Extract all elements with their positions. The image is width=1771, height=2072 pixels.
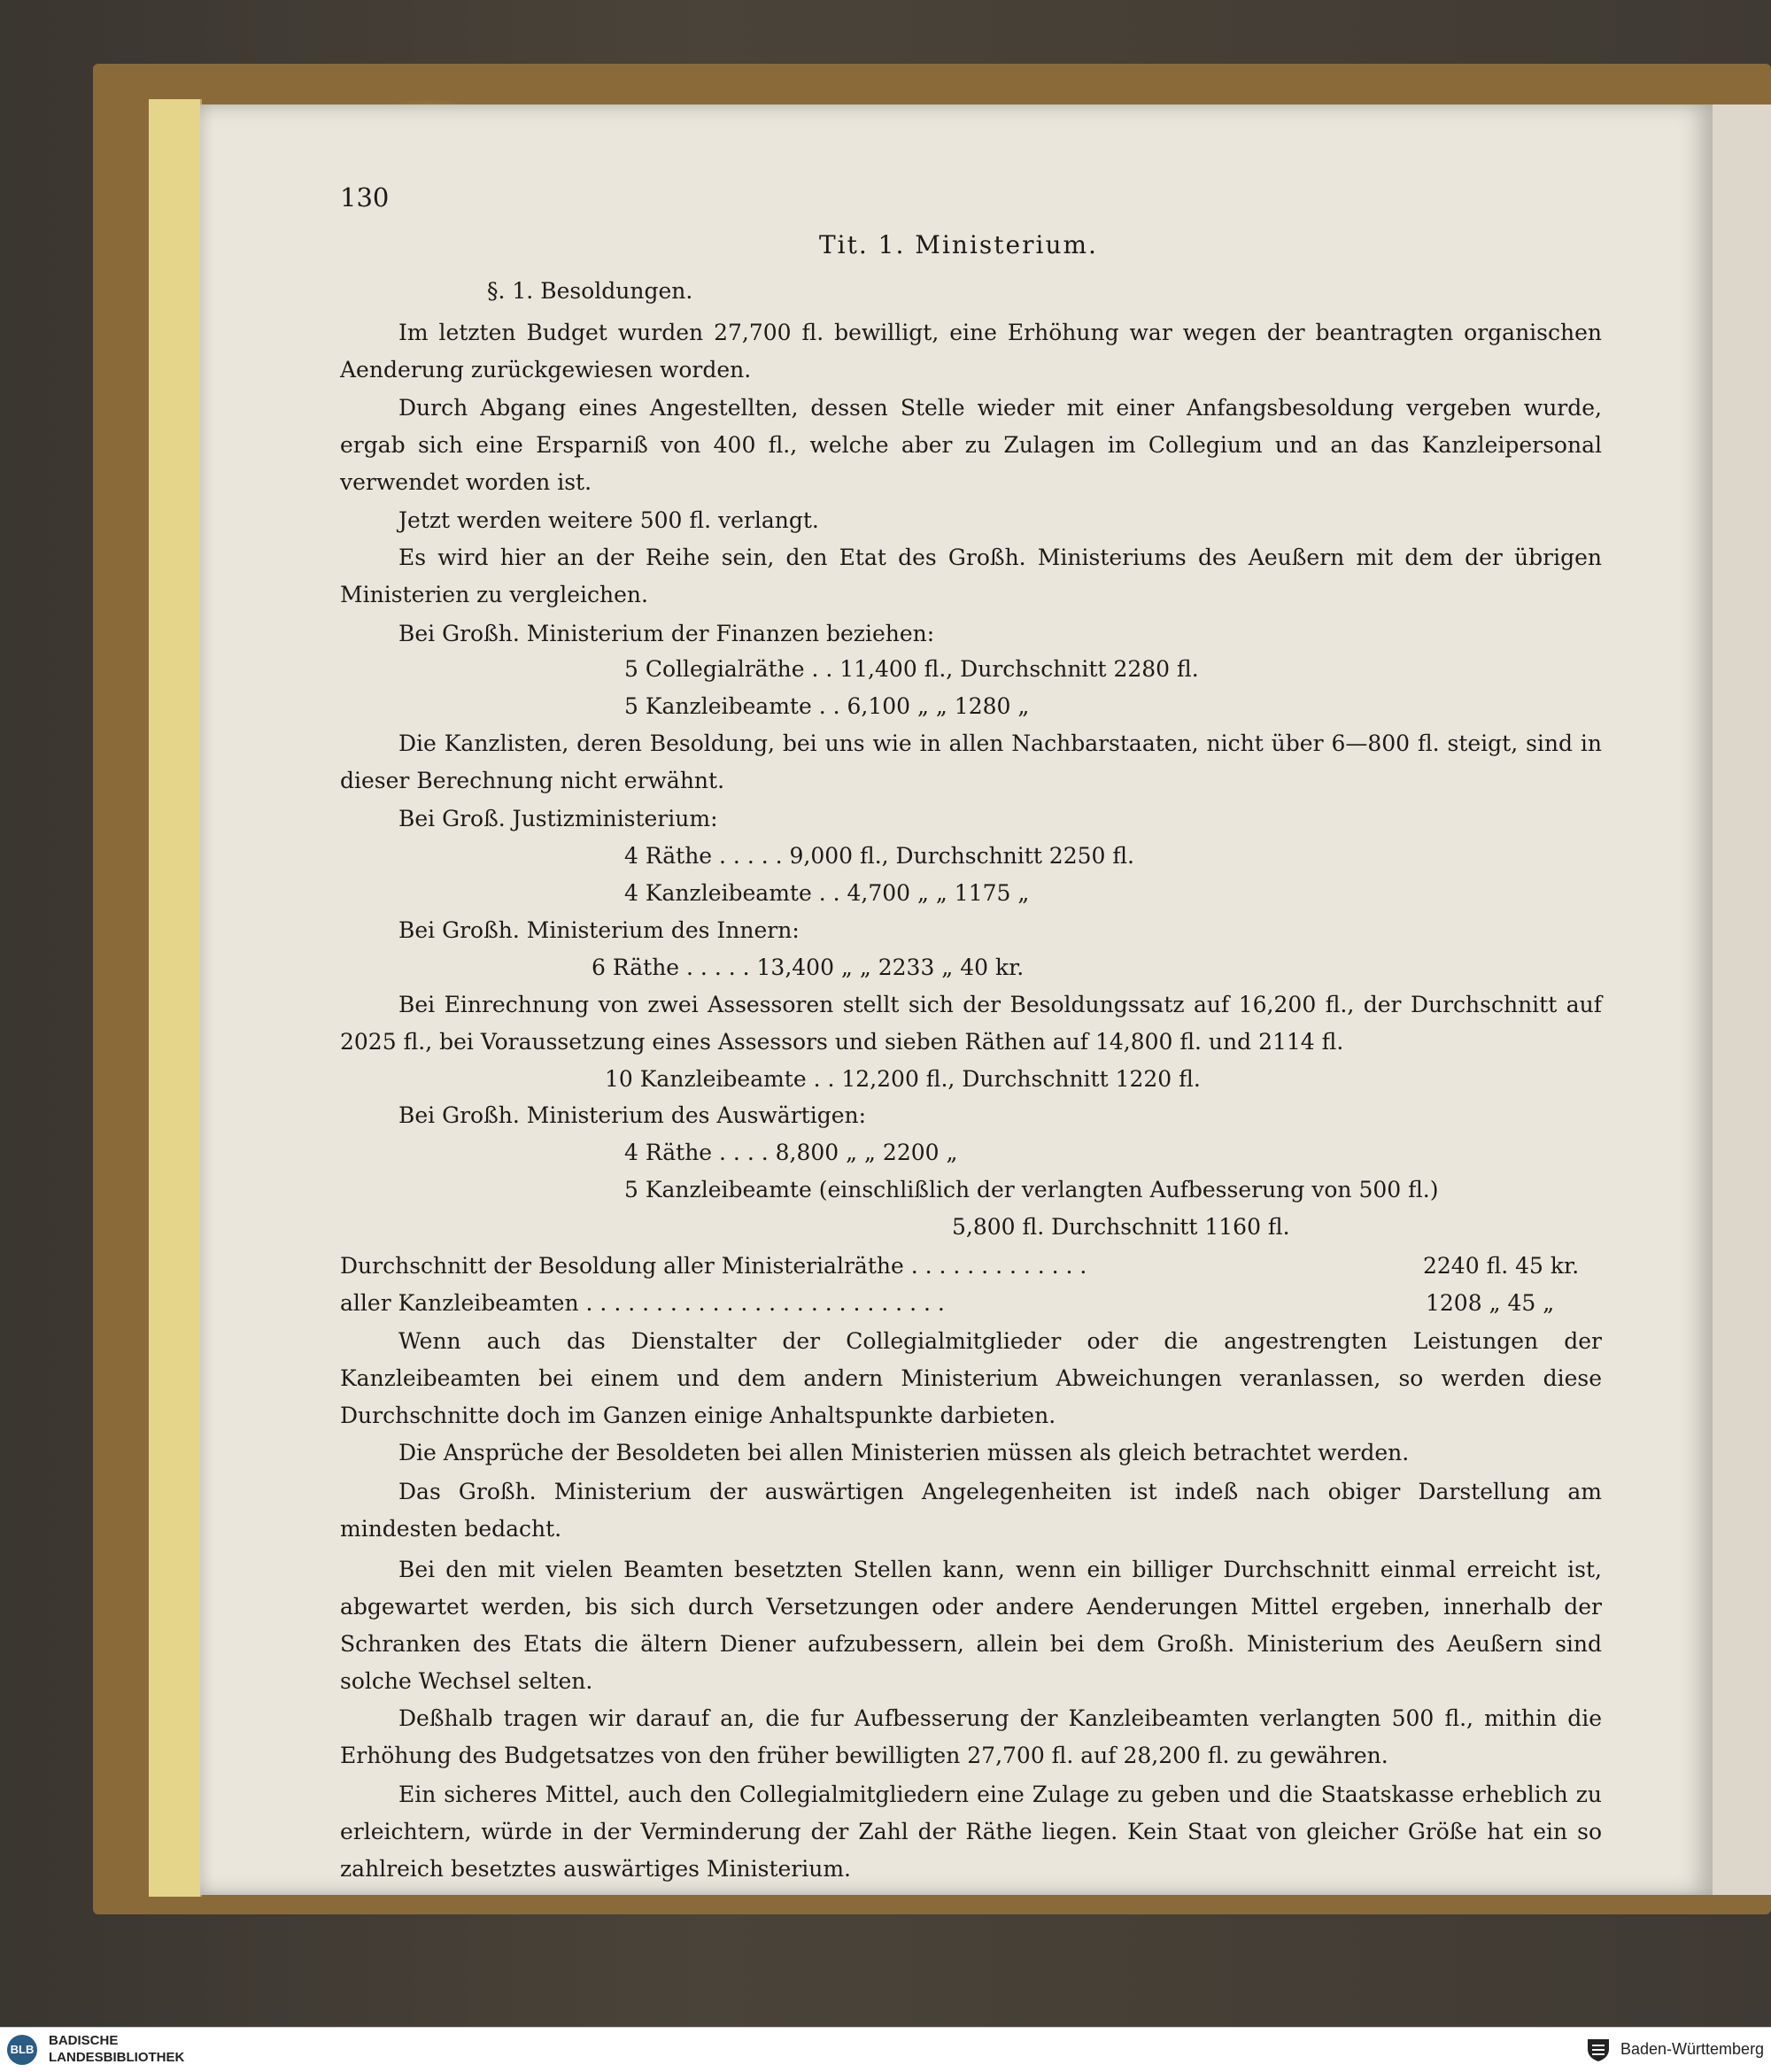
average-councillors-label: Durchschnitt der Besoldung aller Ministerialräthe . . . . . . . . . . . . . xyxy=(340,1253,1087,1279)
paragraph-8: Die Ansprüche der Besoldeten bei allen Ministerien müssen als gleich betrachtet werden. xyxy=(398,1440,1410,1465)
paragraph-4: Es wird hier an der Reihe sein, den Etat des Großh. Ministeriums des Aeußern mit dem der übrigen Ministerien zu vergleichen. xyxy=(340,545,1602,607)
justice-row-1: 4 Räthe . . . . . 9,000 fl., Durchschnitt 2250 fl. xyxy=(624,843,1135,869)
foreign-heading: Bei Großh. Ministerium des Auswärtigen: xyxy=(398,1102,867,1128)
finance-row-1: 5 Collegialräthe . . 11,400 fl., Durchschnitt 2280 fl. xyxy=(624,656,1199,682)
paragraph-7: Wenn auch das Dienstalter der Collegialmitglieder oder die angestrengten Leistungen der Kanzleibeamten bei einem und dem andern Ministerium Abweichungen veranlassen, so werden diese Durchschnitte doch im Ganzen einige Anhaltspunkte darbieten. xyxy=(340,1328,1602,1428)
paragraph-5: Die Kanzlisten, deren Besoldung, bei uns wie in allen Nachbarstaaten, nicht über 6—800 fl. steigt, sind in dieser Berechnung nicht erwähnt. xyxy=(340,731,1602,793)
page-number: 130 xyxy=(340,182,390,213)
institution-line-2: LANDESBIBLIOTHEK xyxy=(49,2050,185,2065)
interior-heading: Bei Großh. Ministerium des Innern: xyxy=(398,917,800,943)
paragraph-1: Im letzten Budget wurden 27,700 fl. bewilligt, eine Erhöhung war wegen der beantragten organischen Aenderung zurückgewiesen worden. xyxy=(340,320,1602,383)
library-footer xyxy=(0,2027,1771,2072)
region-label: Baden-Württemberg xyxy=(1620,2040,1765,2058)
page-edges xyxy=(149,99,202,1897)
blb-logo-icon: BLB xyxy=(7,2035,37,2065)
institution-line-1: BADISCHE xyxy=(49,2033,119,2048)
average-councillors-value: 2240 fl. 45 kr. xyxy=(1423,1253,1580,1279)
facing-page-edge xyxy=(1713,104,1771,1895)
average-clerks-label: aller Kanzleibeamten . . . . . . . . . . . . . . . . . . . . . . . . . . xyxy=(340,1290,945,1316)
paragraph-3: Jetzt werden weitere 500 fl. verlangt. xyxy=(398,507,819,533)
foreign-row-3: 5,800 fl. Durchschnitt 1160 fl. xyxy=(952,1214,1290,1240)
paragraph-2: Durch Abgang eines Angestellten, dessen Stelle wieder mit einer Anfangsbesoldung vergeben wurde, ergab sich eine Ersparniß von 400 fl., welche aber zu Zulagen im Collegium und an das Kanzleipersonal verwendet worden ist. xyxy=(340,395,1602,495)
foreign-row-1: 4 Räthe . . . . 8,800 „ „ 2200 „ xyxy=(624,1140,958,1165)
paragraph-11: Deßhalb tragen wir darauf an, die fur Aufbesserung der Kanzleibeamten verlangten 500 fl., mithin die Erhöhung des Budgetsatzes von den früher bewilligten 27,700 fl. auf 28,200 fl. zu gewähren. xyxy=(340,1705,1602,1768)
finance-row-2: 5 Kanzleibeamte . . 6,100 „ „ 1280 „ xyxy=(624,693,1030,719)
foreign-row-2: 5 Kanzleibeamte (einschlißlich der verlangten Aufbesserung von 500 fl.) xyxy=(624,1177,1439,1202)
paragraph-10: Bei den mit vielen Beamten besetzten Stellen kann, wenn ein billiger Durchschnitt einmal erreicht ist, abgewartet werden, bis sich durch Versetzungen oder andere Aenderungen Mittel ergeben, innerhalb der Schranken des Etats die ältern Diener aufzubessern, allein bei dem Großh. Ministerium des Aeußern sind solche Wechsel selten. xyxy=(340,1557,1602,1694)
paragraph-9: Das Großh. Ministerium der auswärtigen Angelegenheiten ist indeß nach obiger Darstellung am mindesten bedacht. xyxy=(340,1479,1602,1542)
state-coat-of-arms-icon xyxy=(1585,2037,1612,2063)
justice-heading: Bei Groß. Justizministerium: xyxy=(398,806,718,831)
average-clerks-value: 1208 „ 45 „ xyxy=(1426,1290,1555,1316)
section-heading: §. 1. Besoldungen. xyxy=(487,278,693,304)
paragraph-12: Ein sicheres Mittel, auch den Collegialmitgliedern eine Zulage zu geben und die Staatskasse erheblich zu erleichtern, würde in der Verminderung der Zahl der Räthe liegen. Kein Staat von gleicher Größe hat ein so zahlreich besetztes auswärtiges Ministerium. xyxy=(340,1782,1602,1882)
page-heading: Tit. 1. Ministerium. xyxy=(819,230,1098,259)
paragraph-6: Bei Einrechnung von zwei Assessoren stellt sich der Besoldungssatz auf 16,200 fl., der Durchschnitt auf 2025 fl., bei Voraussetzung eines Assessors und sieben Räthen auf 14,800 fl. und 2114 fl. xyxy=(340,992,1602,1055)
interior-row-2: 10 Kanzleibeamte . . 12,200 fl., Durchschnitt 1220 fl. xyxy=(605,1066,1201,1092)
finance-heading: Bei Großh. Ministerium der Finanzen beziehen: xyxy=(398,621,935,646)
justice-row-2: 4 Kanzleibeamte . . 4,700 „ „ 1175 „ xyxy=(624,880,1030,906)
interior-row-1: 6 Räthe . . . . . 13,400 „ „ 2233 „ 40 kr. xyxy=(592,955,1025,980)
